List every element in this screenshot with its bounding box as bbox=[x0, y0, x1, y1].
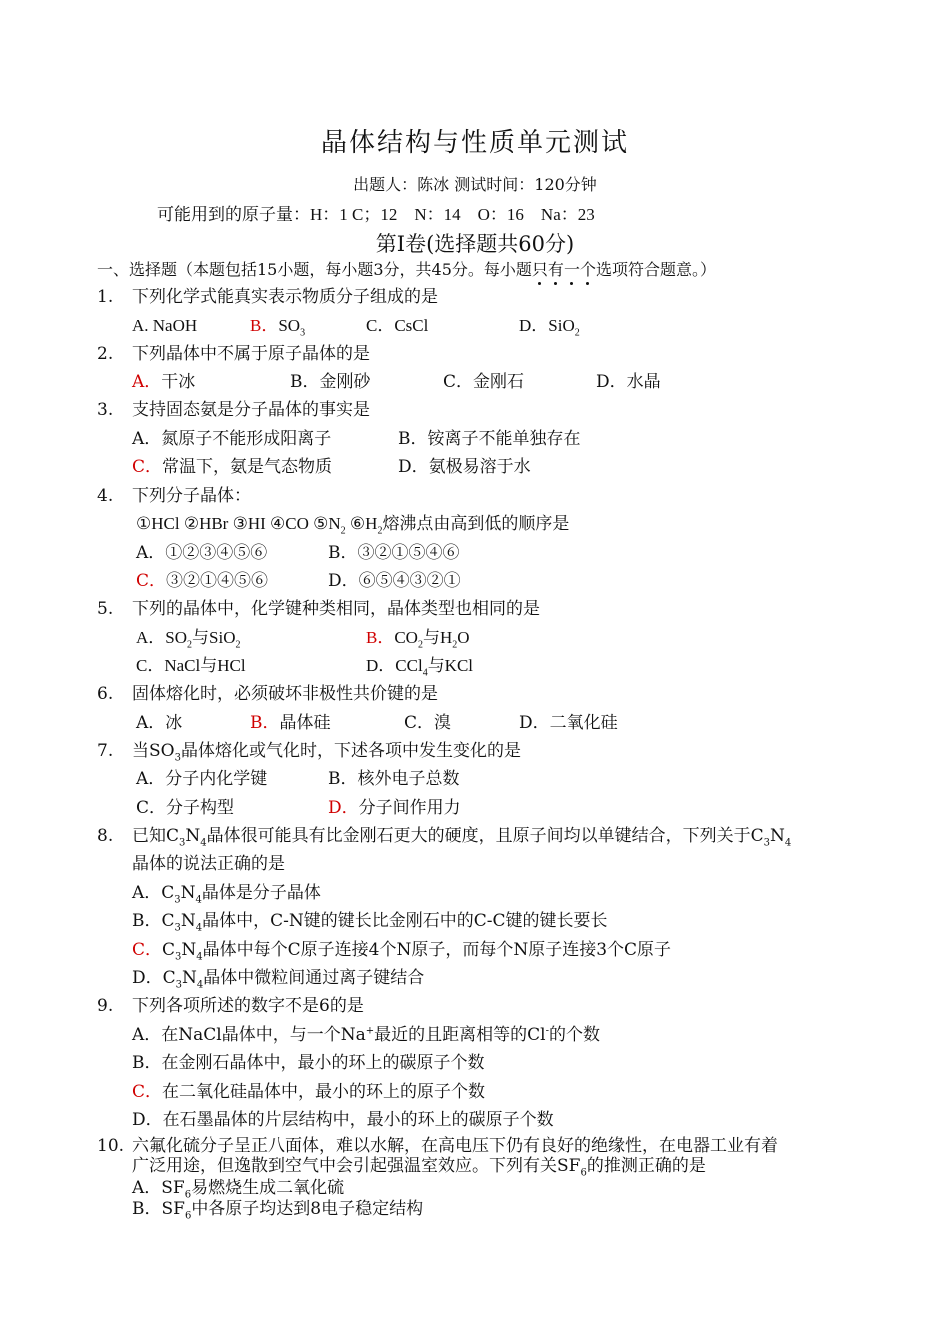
option-d: D．SiO$_2$ bbox=[519, 316, 580, 339]
option-c: C．金刚石 bbox=[443, 372, 525, 392]
question-text: 下列分子晶体： bbox=[132, 486, 251, 506]
option-a: A．氮原子不能形成阳离子 bbox=[132, 429, 332, 449]
option-a: A．$SF_6$易燃烧生成二氧化硫 bbox=[132, 1178, 345, 1201]
option-b: B．$CO_2$与$H_2O$ bbox=[366, 628, 470, 651]
author-line: 出题人：陈冰 测试时间：120分钟 bbox=[353, 175, 597, 194]
option-a: A．分子内化学键 bbox=[136, 769, 268, 789]
question-text: 当$SO_3$晶体熔化或气化时，下述各项中发生变化的是 bbox=[132, 741, 521, 764]
option-c: C．$C_3N_4$晶体中每个C原子连接4个N原子，而每个N原子连接3个C原子 bbox=[132, 940, 672, 963]
question-number: 10. bbox=[97, 1136, 125, 1156]
question-number: 1. bbox=[97, 287, 114, 307]
option-d: D．氨极易溶于水 bbox=[398, 457, 531, 477]
exam-page: 晶体结构与性质单元测试 出题人：陈冰 测试时间：120分钟 可能用到的原子量：H：1 C；12 N：14 O：16 Na：23 第Ⅰ卷(选择题共60分) 一、选择题（本题包括15小题，每小题3分，共45分。每小题只有一个选项符合题意。） 1. 下列化学式能真实表示物质分子组成的是 A. NaOH B．$SO_3$ C．CsCl D．SiO$_2$ 2. 下列晶体中不属于原子晶体的是 A．干冰 B．金刚砂 C．金刚石 D．水晶 3. 支持固态氨是分子晶体的事实是 A．氮原子不能形成阳离子 B．铵离子不能单独存在 C．常温下，氨是气态物质 D．氨极易溶于水 4. 下列分子晶体： ①HCl ②HBr ③HI ④CO $⑤N_2$ $⑥H_2$熔沸点由高到低的顺序是 A．①②③④⑤⑥ B．③②①⑤④⑥ C．③②①④⑤⑥ D．⑥⑤④③②① 5. 下列的晶体中，化学键种类相同，晶体类型也相同的是 A．$SO_2$与SiO$_2$ B．$CO_2$与$H_2O$ C．NaCl与HCl D．CCl$_4$与KCl 6. 固体熔化时，必须破坏非极性共价键的是 A．冰 B．晶体硅 C．溴 D．二氧化硅 7. 当$SO_3$晶体熔化或气化时，下述各项中发生变化的是 A．分子内化学键 B．核外电子总数 C．分子构型 D．分子间作用力 8. 已知$C_3N_4$晶体很可能具有比金刚石更大的硬度，且原子间均以单键结合，下列关于$C_3N_4$ 晶体的说法正确的是 A．$C_3N_4$晶体是分子晶体 B．$C_3N_4$晶体中，C-N键的键长比金刚石中的C-C键的键长要长 C．$C_3N_4$晶体中每个C原子连接4个N原子，而每个N原子连接3个C原子 D．$C_3N_4$晶体中微粒间通过离子键结合 9. 下列各项所述的数字不是6的是 A．在NaCl晶体中，与一个Na+最近的且距离相等的Cl-的个数 B．在金刚石晶体中，最小的环上的碳原子个数 C．在二氧化硅晶体中，最小的环上的原子个数 D．在石墨晶体的片层结构中，最小的环上的碳原子个数 10. 六氟化硫分子呈正八面体，难以水解，在高电压下仍有良好的绝缘性，在电器工业有着 广泛用途，但逸散到空气中会引起强温室效应。下列有关$SF_6$的推测正确的是 A．$SF_6$易燃烧生成二氧化硫 B．$SF_6$中各原子均达到8电子稳定结构 bbox=[0, 0, 950, 1342]
question-text: 已知$C_3N_4$晶体很可能具有比金刚石更大的硬度，且原子间均以单键结合，下列关于$C_3N_4$ bbox=[132, 826, 792, 849]
option-d: D．二氧化硅 bbox=[519, 713, 618, 733]
option-a: A．①②③④⑤⑥ bbox=[136, 543, 268, 563]
option-b: B．铵离子不能单独存在 bbox=[398, 429, 581, 449]
option-d: D．$C_3N_4$晶体中微粒间通过离子键结合 bbox=[132, 968, 425, 991]
option-b: B．在金刚石晶体中，最小的环上的碳原子个数 bbox=[132, 1053, 485, 1073]
option-a: A．干冰 bbox=[132, 372, 196, 392]
question-text: 支持固态氨是分子晶体的事实是 bbox=[132, 400, 370, 420]
option-c: C．分子构型 bbox=[136, 798, 235, 818]
option-d: D．⑥⑤④③②① bbox=[328, 571, 461, 591]
option-d: D．在石墨晶体的片层结构中，最小的环上的碳原子个数 bbox=[132, 1110, 554, 1130]
option-c: C．③②①④⑤⑥ bbox=[136, 571, 269, 591]
question-text: 固体熔化时，必须破坏非极性共价键的是 bbox=[132, 684, 438, 704]
option-a: A．在NaCl晶体中，与一个Na+最近的且距离相等的Cl-的个数 bbox=[132, 1025, 600, 1045]
option-b: B．金刚砂 bbox=[290, 372, 371, 392]
emphasis-char: 只 bbox=[531, 260, 548, 279]
option-d: D．水晶 bbox=[596, 372, 661, 392]
question-number: 7. bbox=[97, 741, 114, 761]
option-a: A．冰 bbox=[136, 713, 183, 733]
option-c: C．在二氧化硅晶体中，最小的环上的原子个数 bbox=[132, 1082, 486, 1102]
page-title: 晶体结构与性质单元测试 bbox=[320, 128, 629, 158]
option-b: B．晶体硅 bbox=[250, 713, 331, 733]
question-text: 下列化学式能真实表示物质分子组成的是 bbox=[132, 287, 438, 307]
option-b: B．$C_3N_4$晶体中，C-N键的键长比金刚石中的C-C键的键长要长 bbox=[132, 911, 608, 934]
instructions: 一、选择题（本题包括15小题，每小题3分，共45分。每小题只有一个选项符合题意。） bbox=[97, 260, 716, 279]
option-a: A．$C_3N_4$晶体是分子晶体 bbox=[132, 883, 321, 906]
question-number: 8. bbox=[97, 826, 114, 846]
question-number: 9. bbox=[97, 996, 114, 1016]
option-c: C．NaCl与HCl bbox=[136, 656, 246, 675]
question-number: 6. bbox=[97, 684, 114, 704]
option-b: B．③②①⑤④⑥ bbox=[328, 543, 460, 563]
question-text: 六氟化硫分子呈正八面体，难以水解，在高电压下仍有良好的绝缘性，在电器工业有着 bbox=[132, 1136, 778, 1156]
option-c: C．溴 bbox=[404, 713, 452, 733]
section-title: 第Ⅰ卷(选择题共60分) bbox=[375, 232, 575, 256]
question-number: 2. bbox=[97, 344, 114, 364]
option-d: D．分子间作用力 bbox=[328, 798, 461, 818]
emphasis-char: 个 bbox=[579, 260, 596, 279]
question-text: 下列的晶体中，化学键种类相同，晶体类型也相同的是 bbox=[132, 599, 540, 619]
option-a: A．$SO_2$与SiO$_2$ bbox=[136, 628, 241, 651]
question-text: 下列晶体中不属于原子晶体的是 bbox=[132, 344, 370, 364]
emphasis-char: 有 bbox=[547, 260, 564, 279]
emphasis-char: 一 bbox=[563, 260, 580, 279]
option-b: B．$SO_3$ bbox=[250, 316, 306, 339]
option-a: A. NaOH bbox=[132, 316, 198, 335]
question-number: 4. bbox=[97, 486, 114, 506]
question-number: 5. bbox=[97, 599, 114, 619]
option-b: B．$SF_6$中各原子均达到8电子稳定结构 bbox=[132, 1199, 424, 1222]
question-number: 3. bbox=[97, 400, 114, 420]
option-c: C．常温下，氨是气态物质 bbox=[132, 457, 333, 477]
question-text: 下列各项所述的数字不是6的是 bbox=[132, 996, 364, 1016]
option-b: B．核外电子总数 bbox=[328, 769, 460, 789]
option-c: C．CsCl bbox=[366, 316, 429, 335]
atomic-masses: 可能用到的原子量：H：1 C；12 N：14 O：16 Na：23 bbox=[157, 205, 595, 224]
option-d: D．CCl$_4$与KCl bbox=[366, 656, 474, 679]
